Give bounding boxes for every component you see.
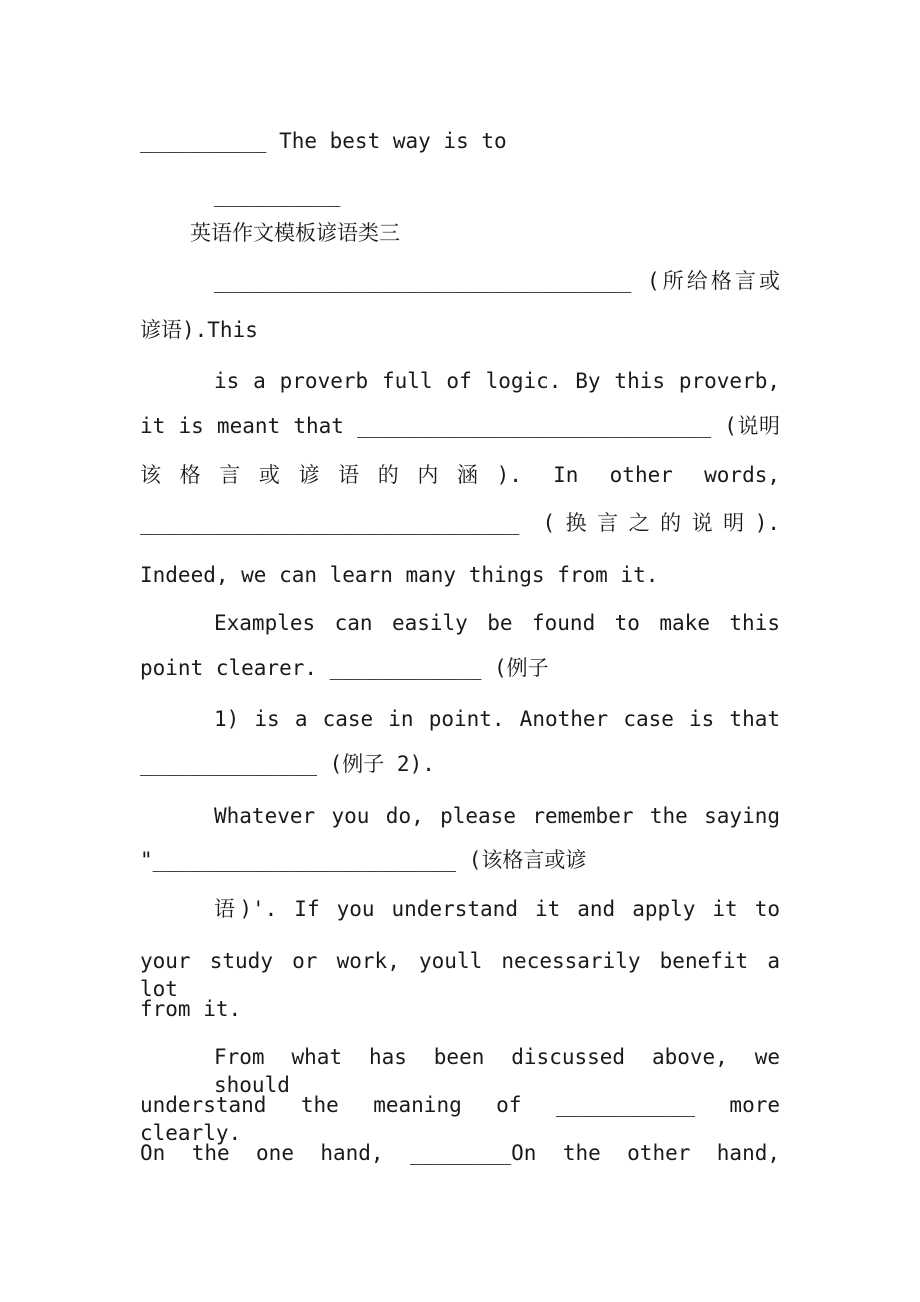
text-line: From what has been discussed above, we should <box>214 1045 780 1097</box>
text-line: "________________________ (该格言或谚 <box>140 848 587 872</box>
text-line: understand the meaning of ___________ more clearly. <box>140 1093 780 1145</box>
section-heading: 英语作文模板谚语类三 <box>190 221 400 245</box>
text-line: it is meant that ____________________________ (说明 <box>140 414 780 438</box>
text-line: 1) is a case in point. Another case is that <box>214 707 780 731</box>
text-line: 谚语).This <box>140 318 258 342</box>
text-line: point clearer. ____________ (例子 <box>140 656 549 680</box>
text-line: On the one hand, ________On the other hand, <box>140 1141 780 1165</box>
text-line: ______________________________ (换言之的说明). <box>140 511 780 535</box>
text-line: 语)'. If you understand it and apply it to <box>214 897 780 921</box>
text-line: __________ The best way is to <box>140 129 507 153</box>
text-line: _________________________________ (所给格言或 <box>214 269 780 293</box>
text-line: __________ <box>214 183 341 207</box>
text-line: Indeed, we can learn many things from it. <box>140 563 659 587</box>
text-line: ______________ (例子 2). <box>140 752 435 776</box>
text-line: 该格言或谚语的内涵). In other words, <box>140 463 780 487</box>
text-line: from it. <box>140 997 242 1021</box>
text-line: Examples can easily be found to make this <box>214 611 780 635</box>
text-line: your study or work, youll necessarily benefit a lot <box>140 949 780 1001</box>
text-line: Whatever you do, please remember the saying <box>214 804 780 828</box>
text-line: is a proverb full of logic. By this proverb, <box>214 369 780 393</box>
